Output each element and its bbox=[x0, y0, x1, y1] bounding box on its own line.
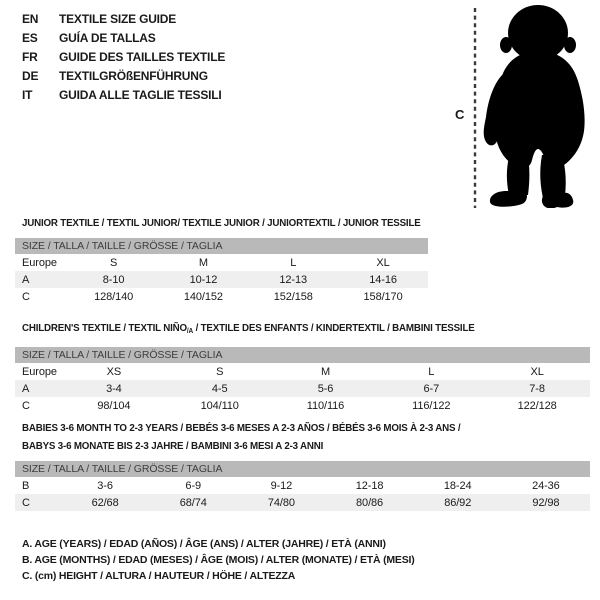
language-code: DE bbox=[22, 68, 39, 83]
table-row bbox=[15, 254, 428, 271]
table-cell: 9-12 bbox=[270, 479, 293, 492]
title-subscript: /A bbox=[186, 328, 194, 335]
table-cell: 104/110 bbox=[200, 399, 239, 412]
table-cell: 98/104 bbox=[97, 399, 131, 412]
table-cell: 18-24 bbox=[443, 479, 472, 492]
junior-section-title: JUNIOR TEXTILE / TEXTIL JUNIOR/ TEXTILE JUNIOR / JUNIORTEXTIL / JUNIOR TESSILE bbox=[22, 217, 421, 229]
table-cell: 158/170 bbox=[363, 290, 403, 303]
table-cell: L bbox=[428, 365, 435, 378]
language-row bbox=[22, 66, 225, 85]
language-label: GUIDE DES TAILLES TEXTILE bbox=[59, 49, 226, 64]
table-cell: 110/116 bbox=[306, 399, 345, 412]
table-cell: 12-18 bbox=[355, 479, 384, 492]
table-row bbox=[15, 397, 590, 414]
title-text: / TEXTILE DES ENFANTS / KINDERTEXTIL / BAMBINI TESSILE bbox=[193, 322, 475, 334]
table-cell: 7-8 bbox=[484, 380, 590, 397]
language-label: TEXTILGRÖßENFÜHRUNG bbox=[59, 68, 208, 83]
table-cell: 122/128 bbox=[517, 399, 557, 412]
table-cell: 80/86 bbox=[325, 494, 413, 511]
table-row bbox=[15, 288, 428, 305]
language-row bbox=[22, 47, 225, 66]
table-cell: 128/140 bbox=[94, 290, 134, 303]
row-label: A bbox=[15, 380, 61, 397]
table-cell: 140/152 bbox=[183, 290, 223, 303]
table-cell: 12-13 bbox=[248, 271, 338, 288]
table-cell: 6-7 bbox=[378, 380, 484, 397]
table-cell: 5-6 bbox=[273, 380, 379, 397]
title-text: CHILDREN'S TEXTILE / TEXTIL NIÑO bbox=[22, 322, 187, 334]
table-cell: 74/80 bbox=[237, 494, 325, 511]
table-cell: XL bbox=[376, 256, 390, 269]
language-row bbox=[22, 85, 225, 104]
table-cell: S bbox=[109, 256, 118, 269]
size-header-bar: SIZE / TALLA / TAILLE / GRÖSSE / TAGLIA bbox=[15, 461, 590, 477]
footnote-legend bbox=[22, 536, 415, 584]
row-label: Europe bbox=[22, 365, 57, 378]
table-cell: 62/68 bbox=[61, 494, 149, 511]
junior-section bbox=[15, 214, 428, 305]
language-code: FR bbox=[22, 49, 38, 64]
footnote-a: A. AGE (YEARS) / EDAD (AÑOS) / ÂGE (ANS) / ALTER (JAHRE) / ETÀ (ANNI) bbox=[22, 538, 386, 550]
table-row bbox=[15, 477, 590, 494]
row-label: C bbox=[22, 290, 30, 303]
table-cell: XL bbox=[530, 365, 544, 378]
size-header-bar: SIZE / TALLA / TAILLE / GRÖSSE / TAGLIA bbox=[15, 347, 590, 363]
table-row bbox=[15, 363, 590, 380]
footnote-b: B. AGE (MONTHS) / EDAD (MESES) / ÂGE (MOIS) / ALTER (MONATE) / ETÀ (MESI) bbox=[22, 554, 415, 566]
table-row bbox=[15, 380, 590, 397]
table-row bbox=[15, 271, 428, 288]
table-cell: L bbox=[290, 256, 297, 269]
language-code: EN bbox=[22, 11, 39, 26]
language-row bbox=[22, 9, 225, 28]
table-cell: M bbox=[320, 365, 331, 378]
table-cell: XS bbox=[106, 365, 122, 378]
babies-section-title bbox=[22, 419, 550, 455]
row-label: Europe bbox=[22, 256, 57, 269]
table-cell: M bbox=[198, 256, 208, 269]
babies-size-table bbox=[15, 477, 590, 511]
table-cell: S bbox=[216, 365, 224, 378]
table-row bbox=[15, 494, 590, 511]
baby-silhouette-icon bbox=[480, 3, 593, 208]
table-cell: 3-6 bbox=[97, 479, 113, 492]
babies-section bbox=[15, 419, 590, 511]
language-row bbox=[22, 28, 225, 47]
table-cell: 152/158 bbox=[273, 290, 313, 303]
row-label: C bbox=[15, 494, 61, 511]
children-section-title bbox=[22, 319, 550, 341]
table-cell: 4-5 bbox=[167, 380, 273, 397]
language-code: ES bbox=[22, 30, 38, 45]
row-label: B bbox=[22, 479, 30, 492]
table-cell: 86/92 bbox=[414, 494, 502, 511]
measure-label-c: C bbox=[455, 107, 465, 122]
title-line-1: BABIES 3-6 MONTH TO 2-3 YEARS / BEBÉS 3-6 MESES A 2-3 AÑOS / BÉBÉS 3-6 MOIS À 2-3 ANS / bbox=[22, 422, 461, 434]
row-label: C bbox=[22, 399, 30, 412]
footnote-c: C. (cm) HEIGHT / ALTURA / HAUTEUR / HÖHE / ALTEZZA bbox=[22, 570, 296, 582]
table-cell: 68/74 bbox=[149, 494, 237, 511]
table-cell: 6-9 bbox=[185, 479, 202, 492]
table-cell: 8-10 bbox=[69, 271, 159, 288]
table-cell: 24-36 bbox=[532, 479, 560, 492]
height-measure-line bbox=[473, 8, 477, 208]
title-line-2: BABYS 3-6 MONATE BIS 2-3 JAHRE / BAMBINI 3-6 MESI A 2-3 ANNI bbox=[22, 440, 324, 452]
size-header-bar: SIZE / TALLA / TAILLE / GRÖSSE / TAGLIA bbox=[15, 238, 428, 254]
table-cell: 3-4 bbox=[61, 380, 167, 397]
table-cell: 116/122 bbox=[412, 399, 451, 412]
language-code: IT bbox=[22, 87, 33, 102]
language-label: GUÍA DE TALLAS bbox=[59, 30, 156, 45]
row-label: A bbox=[15, 271, 69, 288]
table-cell: 14-16 bbox=[338, 271, 428, 288]
junior-size-table bbox=[15, 254, 428, 305]
table-cell: 92/98 bbox=[502, 494, 590, 511]
language-label: TEXTILE SIZE GUIDE bbox=[59, 11, 177, 26]
children-section bbox=[15, 319, 590, 414]
language-label: GUIDA ALLE TAGLIE TESSILI bbox=[59, 87, 222, 102]
language-title-list bbox=[22, 9, 225, 104]
children-size-table bbox=[15, 363, 590, 414]
table-cell: 10-12 bbox=[159, 271, 249, 288]
